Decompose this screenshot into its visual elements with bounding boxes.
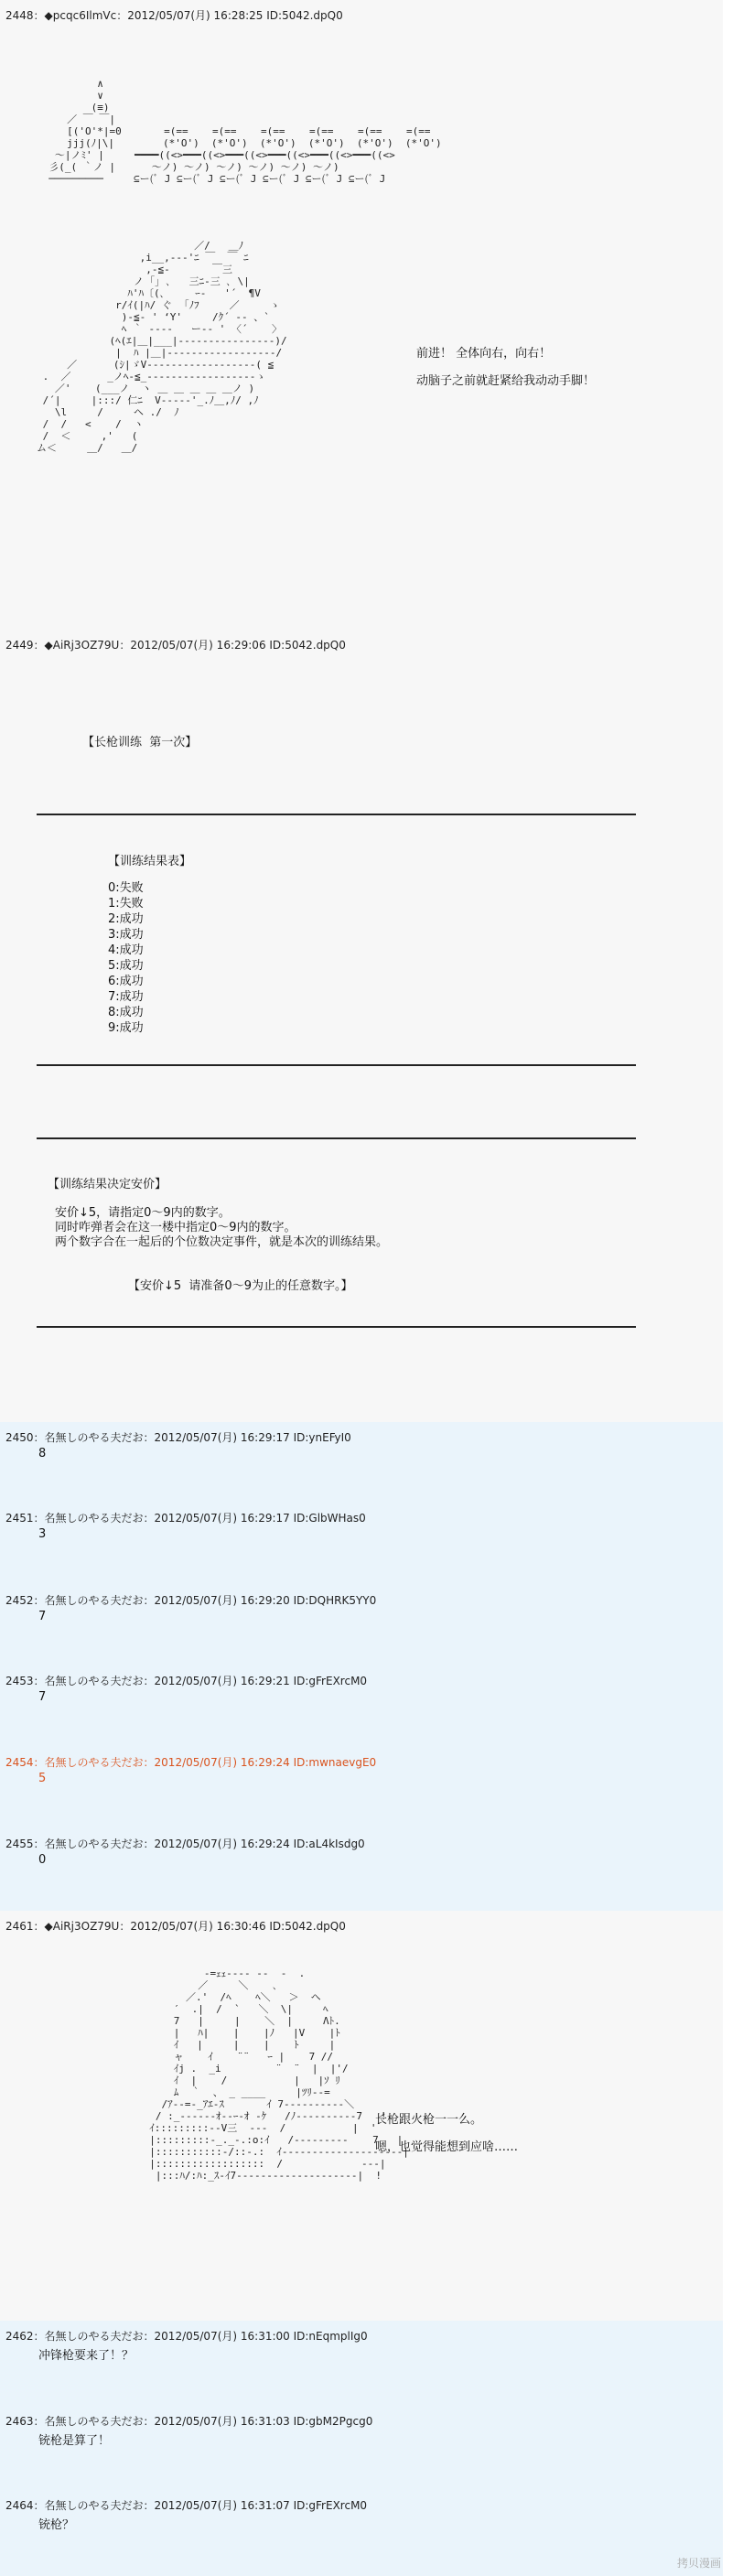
post-body: 7 [38, 1690, 47, 1704]
result-item: 8:成功 [108, 1006, 144, 1019]
anka-note: 【安价↓5 请准备0～9为止的任意数字。】 [128, 1279, 353, 1293]
dialogue-line-3: 长枪跟火枪一一么。 [375, 2113, 483, 2127]
post-2464 [0, 2490, 723, 2576]
result-item: 0:失败 [108, 881, 144, 895]
anka-line: 同时咋弹者会在这一楼中指定0～9内的数字。 [55, 1221, 296, 1234]
post-header: 2449：◆AiRj3OZ79U：2012/05/07(月) 16:29:06 ID:5042.dpQ0 [5, 639, 346, 652]
post-header: 2450：名無しのやる夫だお：2012/05/07(月) 16:29:17 ID:ynEFyI0 [5, 1431, 351, 1444]
anka-instructions [55, 1206, 388, 1250]
anka-line: 两个数字合在一起后的个位数决定事件，就是本次的训练结果。 [55, 1235, 389, 1249]
post-body: 7 [38, 1610, 47, 1623]
ascii-art-soldiers: ∧ ∨ (≡) ／ ￣ ￣| [('O'*|=0 =(== =(== =(== =(== =(== =(== jjj(ﾉ|\| (*'O') (*'O') (*'O') (*'O') (*'O') (*'O') ～|ノﾐ' | ━━━━((<>━━━((<>━━━((<>━━━((<>━━━((<>━━━((<> 彡(_( ｀ノ | ～ノ) ～ノ) ～ノ) ～ノ) ～ノ) ～ノ) ───────── ⊆ー(ﾞ J ⊆ー(ﾞ J ⊆ー(ﾞ J ⊆ー(ﾞ J ⊆ー(ﾞ J ⊆ー(ﾞ J [48, 78, 442, 185]
post-2463 [0, 2406, 723, 2490]
training-title: 【长枪训练 第一次】 [82, 736, 198, 749]
post-body: 5 [38, 1772, 47, 1785]
anka-title: 【训练结果决定安价】 [48, 1178, 167, 1191]
post-header: 2461：◆AiRj3OZ79U：2012/05/07(月) 16:30:46 ID:5042.dpQ0 [5, 1920, 346, 1933]
post-header: 2464：名無しのやる夫だお：2012/05/07(月) 16:31:07 ID:gFrEXrcM0 [5, 2499, 368, 2512]
anka-line: 安价↓5，请指定0～9内的数字。 [55, 1206, 231, 1220]
dialogue-line-4: 嗯，也觉得能想到应啥…… [375, 2140, 519, 2154]
post-header: 2463：名無しのやる夫だお：2012/05/07(月) 16:31:03 ID:gbM2Pgcg0 [5, 2415, 373, 2428]
post-2454 [0, 1747, 723, 1828]
watermark: 拷贝漫画 [676, 2557, 721, 2570]
post-2451 [0, 1503, 723, 1585]
dialogue-line-1: 前进！ 全体向右，向右！ [416, 347, 552, 361]
post-header: 2448：◆pcqc6IlmVc：2012/05/07(月) 16:28:25 ID:5042.dpQ0 [5, 9, 343, 22]
post-header: 2454：名無しのやる夫だお：2012/05/07(月) 16:29:24 ID:mwnaevgE0 [5, 1756, 377, 1769]
post-2455 [0, 1828, 723, 1911]
post-body: 铳枪？ [38, 2518, 75, 2532]
result-item: 5:成功 [108, 959, 144, 973]
result-item: 4:成功 [108, 943, 144, 957]
post-body: 冲锋枪要来了！？ [38, 2349, 135, 2363]
result-item: 3:成功 [108, 928, 144, 942]
post-2452 [0, 1585, 723, 1665]
divider [37, 1326, 636, 1328]
result-item: 7:成功 [108, 990, 144, 1004]
post-2462 [0, 2321, 723, 2406]
post-header: 2452：名無しのやる夫だお：2012/05/07(月) 16:29:20 ID:DQHRK5YY0 [5, 1594, 377, 1607]
result-item: 1:失败 [108, 897, 144, 911]
post-header: 2453：名無しのやる夫だお：2012/05/07(月) 16:29:21 ID:gFrEXrcM0 [5, 1675, 368, 1687]
post-header: 2451：名無しのやる夫だお：2012/05/07(月) 16:29:17 ID:GlbWHas0 [5, 1512, 366, 1525]
post-body: 0 [38, 1853, 47, 1867]
post-2450 [0, 1422, 723, 1503]
divider [37, 814, 636, 815]
post-body: 铳枪是算了！ [38, 2434, 111, 2448]
post-2453 [0, 1665, 723, 1747]
result-item: 9:成功 [108, 1021, 144, 1035]
divider [37, 1064, 636, 1066]
results-title: 【训练结果表】 [108, 855, 192, 868]
post-body: 3 [38, 1527, 47, 1541]
ascii-art-character: -=ｪｪ‐‐‐‐ ‐‐ - . ／ ＼ ､ ／.' /ﾍ ﾍ＼ ＞ ヘ ′ .| / ` ＼ \| ﾍ 7 | | ＼ | Λﾄ. | ﾊ| | |ﾉ |V |ﾄ ｲ | | | ﾄ | ャ ｲ ¨¨ ｰ | 7 // ｲj . _i ¨ ¨ | |'/ ｲ | / | |ｿ ﾘ ﾑ ｀ 、 _ ____ |ﾂﾘ‐‐= /ｱ‐‐=-_ｱｴ-ｽ ｲ 7‐‐‐‐‐‐‐‐‐‐＼ / :_-‐-‐‐-ｵ-‐ｰ-ｵ -ｹ /ﾉ‐‐‐‐‐‐‐‐‐‐7 ! ｲ:::::::::‐-V三 ‐‐‐ / | ' |:::::::::-_._-.:o:ｲ /‐‐‐‐‐‐‐‐‐ 7 | |:::::::::::-/::-.: ｲ‐‐‐‐‐‐‐‐‐‐‐‐‐‐‐‐‐‐‐‐| |:::::::::::::::::: / ‐‐‐| |:::ﾊ/:ﾊ:_ｽ-ｲ7‐‐‐‐‐‐‐‐‐‐‐‐‐‐‐‐‐‐‐‐| ! [149, 1967, 409, 2182]
post-body: 8 [38, 1447, 47, 1460]
ascii-art-commander: ／/ ＿ﾉ ,i__,-‐‐'ﾆ ￣ ￣ ﾆ ,-≦‐ ￣三 ノ ｢｣ ､ 三ﾆ-三 ､ \| ﾊ'ﾊ〔(､ ｰ- '´ ¶V r/ｲ(|ﾊ/ ぐ ｢ﾉﾌ ／ ゝ )-≦‐ ' ‘Y' /ｸ´ ‐‐ 、` ﾍ ｀ -‐‐‐ ー‐‐ ' 〈´ 〉 (ﾍ(ｴ|＿|___|‐‐‐‐‐‐‐‐‐‐‐‐‐‐‐‐)/ | ﾊ |＿|‐‐‐‐‐‐‐‐‐‐‐‐‐‐‐‐‐‐/ ／ (ｼ|ゞV‐‐‐‐‐‐‐‐‐‐‐‐‐‐‐‐‐‐( ≦ . ／ _ノﾍ-≦_‐‐‐‐‐‐‐‐‐‐‐‐‐‐‐‐‐‐ゝ ／' (___ノ ヽ ＿ ＿ ＿ ＿ ＿ノ ) /´| |:::/ 仁ﾆ V‐‐‐‐‐'_.ﾉ＿,ﾉ/ ,ﾉ \l / ヘ ./ ﾉ / / < / ヽ / ＜ ,' ( ム＜ ＿/ ＿/ [37, 240, 287, 454]
dialogue-line-2: 动脑子之前就赶紧给我动动手脚！ [416, 374, 596, 388]
result-item: 2:成功 [108, 912, 144, 926]
results-list [108, 880, 144, 1036]
result-item: 6:成功 [108, 975, 144, 988]
post-header: 2455：名無しのやる夫だお：2012/05/07(月) 16:29:24 ID:aL4kIsdg0 [5, 1838, 365, 1850]
divider [37, 1137, 636, 1139]
post-header: 2462：名無しのやる夫だお：2012/05/07(月) 16:31:00 ID:nEqmplIg0 [5, 2330, 368, 2343]
